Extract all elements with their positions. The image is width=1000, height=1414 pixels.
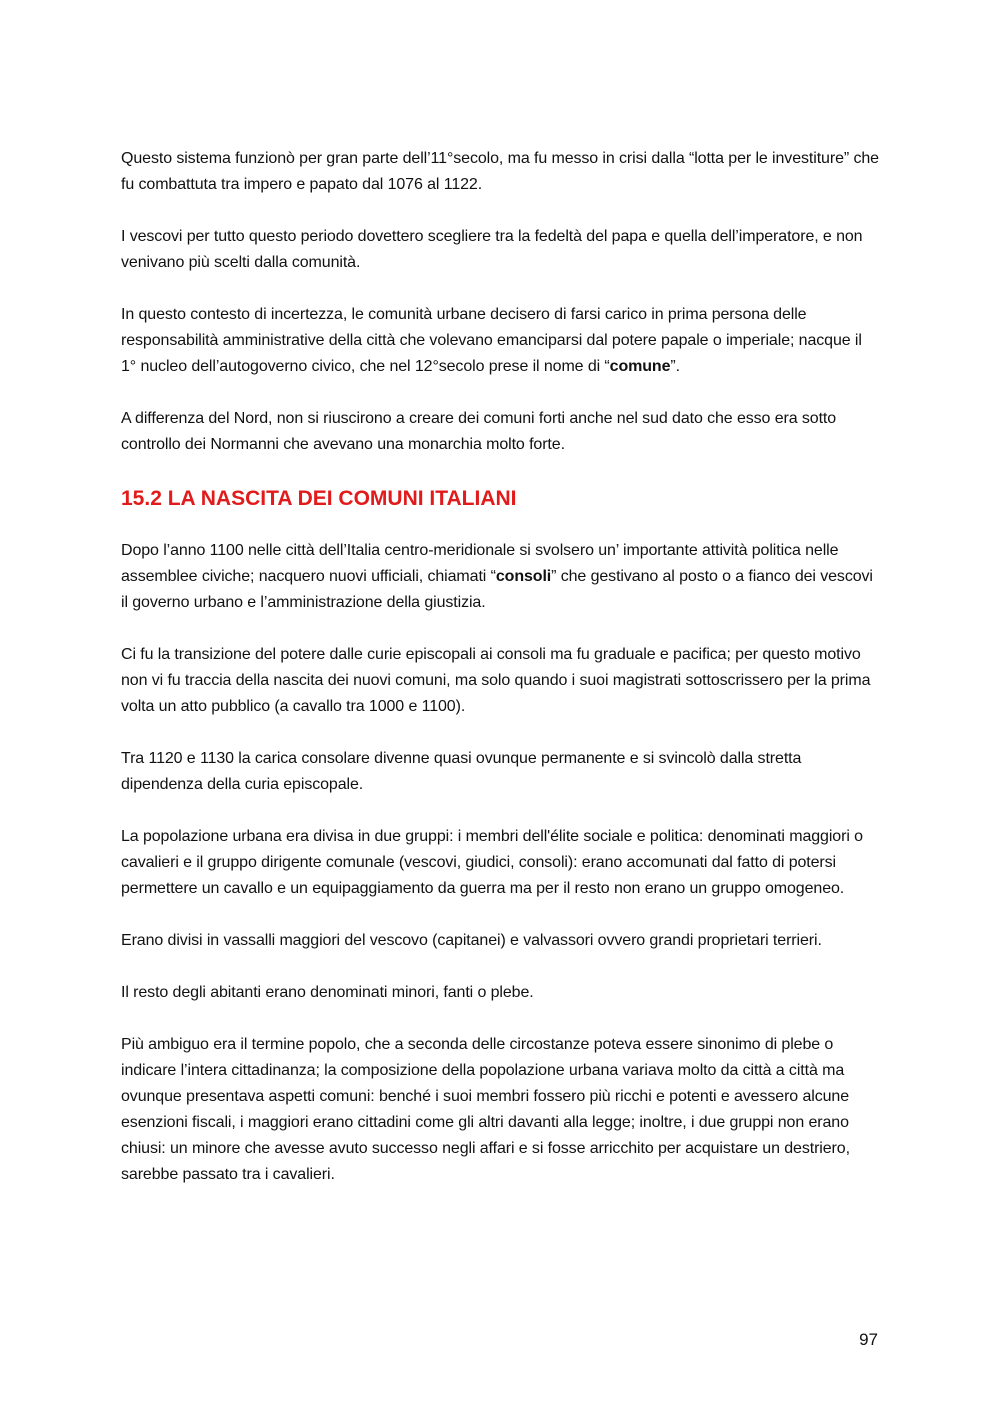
page-number: 97	[859, 1330, 878, 1349]
paragraph: La popolazione urbana era divisa in due gruppi: i membri dell'élite sociale e politica: denominati maggiori o cavalieri e il gruppo dirigente comunale (vescovi, giudici, consoli): erano accomunati dal fatto di potersi permettere un cavallo e un equipaggiamento da guerra ma per il resto non erano un gruppo omogeneo.	[121, 828, 863, 897]
paragraph: I vescovi per tutto questo periodo dovettero scegliere tra la fedeltà del papa e quella dell’imperatore, e non venivano più scelti dalla comunità.	[121, 228, 863, 271]
bold-term: comune	[609, 358, 671, 375]
bold-term: consoli	[495, 568, 552, 585]
paragraph: Questo sistema funzionò per gran parte dell’11°secolo, ma fu messo in crisi dalla “lotta per le investiture” che fu combattuta tra impero e papato dal 1076 al 1122.	[121, 150, 879, 193]
paragraph: Erano divisi in vassalli maggiori del vescovo (capitanei) e valvassori ovvero grandi proprietari terrieri.	[121, 932, 822, 949]
section-heading: 15.2 LA NASCITA DEI COMUNI ITALIANI	[121, 487, 517, 510]
paragraph: Tra 1120 e 1130 la carica consolare divenne quasi ovunque permanente e si svincolò dalla stretta dipendenza della curia episcopale.	[121, 750, 802, 793]
paragraph: Ci fu la transizione del potere dalle curie episcopali ai consoli ma fu graduale e pacifica; per questo motivo non vi fu traccia della nascita dei nuovi comuni, ma solo quando i suoi magistrati sottoscrissero per la prima volta un atto pubblico (a cavallo tra 1000 e 1100).	[121, 646, 871, 715]
paragraph: Dopo l’anno 1100 nelle città dell’Italia centro-meridionale si svolsero un’ importante attività politica nelle assemblee civiche; nacquero nuovi ufficiali, chiamati “consoli” che gestivano al posto o a fianco dei vescovi il governo urbano e l’amministrazione della giustizia.	[121, 542, 873, 611]
document-page	[121, 146, 881, 1214]
paragraph: Il resto degli abitanti erano denominati minori, fanti o plebe.	[121, 984, 534, 1001]
paragraph: In questo contesto di incertezza, le comunità urbane decisero di farsi carico in prima persona delle responsabilità amministrative della città che volevano emanciparsi dal potere papale o imperiale; nacque il 1° nucleo dell’autogoverno civico, che nel 12°secolo prese il nome di “comune”.	[121, 306, 862, 375]
paragraph: Più ambiguo era il termine popolo, che a seconda delle circostanze poteva essere sinonimo di plebe o indicare l’intera cittadinanza; la composizione della popolazione urbana variava molto da città a città ma ovunque presentava aspetti comuni: benché i suoi membri fossero più ricchi e potenti e avessero alcune esenzioni fiscali, i maggiori erano cittadini come gli altri davanti alla legge; inoltre, i due gruppi non erano chiusi: un minore che avesse avuto successo negli affari e si fosse arricchito per acquistare un destriero, sarebbe passato tra i cavalieri.	[121, 1036, 850, 1183]
paragraph: A differenza del Nord, non si riuscirono a creare dei comuni forti anche nel sud dato che esso era sotto controllo dei Normanni che avevano una monarchia molto forte.	[121, 410, 837, 453]
